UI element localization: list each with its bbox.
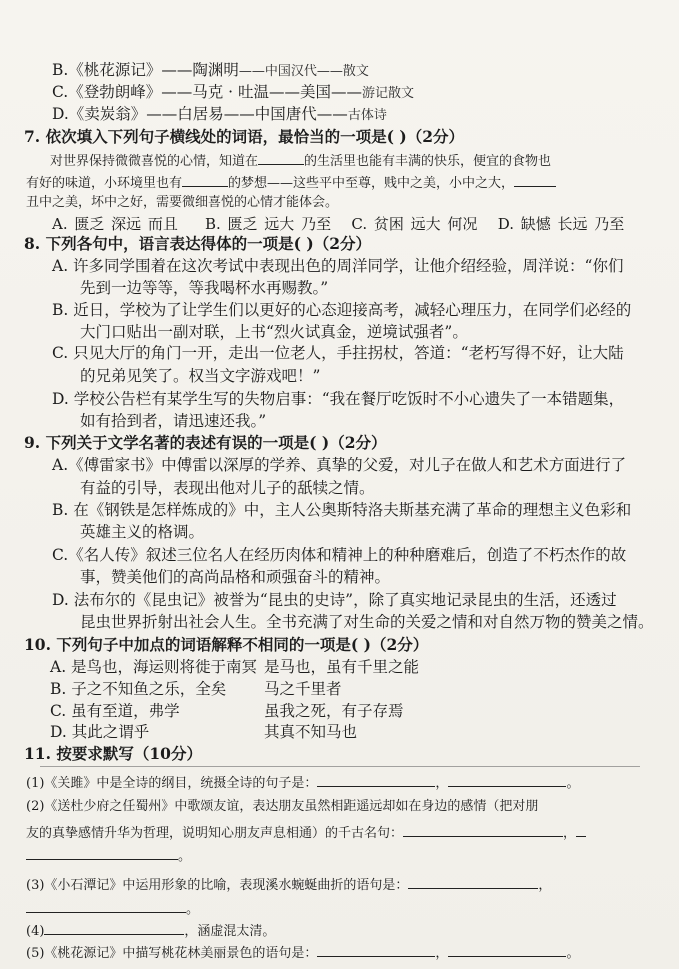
handwritten-note: 游记散文 — [362, 86, 415, 101]
question-8 — [24, 234, 371, 254]
question-number: 7. — [24, 127, 41, 146]
q9-option-c[interactable]: C.《名人传》叙述三位名人在经历肉体和精神上的种种磨难后，创造了不朽杰作的故 — [52, 546, 627, 564]
q8-option-a-cont: 先到一边等等，等我喝杯水再赐教。” — [80, 279, 329, 297]
fill-blank[interactable] — [576, 822, 586, 837]
fill-blank[interactable] — [448, 772, 566, 787]
option-text: C.《登勃朗峰》——马克 · 吐温——美国—— — [52, 83, 363, 101]
q8-option-b-cont: 大门口贴出一副对联，上书“烈火试真金，逆境试强者”。 — [80, 323, 468, 341]
fill-blank[interactable] — [317, 772, 435, 787]
fill-blank[interactable] — [26, 845, 178, 860]
question-number: 11. — [24, 744, 51, 763]
passage-text: 丑中之美，坏中之好，需要微细喜悦的心情才能体会。 — [26, 195, 339, 210]
q9-option-c-cont: 事，赞美他们的高尚品格和顽强奋斗的精神。 — [80, 568, 391, 586]
q10-right-sentence: 是马也，虽有千里之能 — [264, 658, 420, 676]
q10-right-sentence: 虽我之死，有子存焉 — [264, 702, 404, 720]
handwritten-note: ——中国汉代——散文 — [238, 64, 369, 79]
option-a[interactable]: A. 匮乏 深远 而且 — [52, 215, 178, 233]
question-text: 下列关于文学名著的表述有误的一项是 — [45, 433, 310, 452]
item-text: 友的真挚感情升华为哲理，说明知心朋友声息相通）的千古名句： — [26, 826, 404, 841]
q11-item-5: (5)《桃花源记》中描写桃花林美丽景色的语句是： ， 。 — [26, 942, 579, 964]
q11-item-1: (1)《关雎》中是全诗的纲目，统摄全诗的句子是： ， 。 — [26, 772, 579, 794]
q8-option-d[interactable]: D. 学校公告栏有某学生写的失物启事：“我在餐厅吃饭时不小心遗失了一本错题集， — [52, 390, 625, 408]
q7-passage-line-3 — [26, 193, 338, 213]
question-number: 9. — [24, 433, 41, 452]
fill-blank[interactable] — [403, 822, 563, 837]
fill-blank[interactable] — [514, 172, 556, 187]
answer-paren[interactable]: ( ) — [293, 234, 314, 253]
q7-passage-line-1 — [50, 150, 551, 172]
option-b[interactable]: B. 匮乏 远大 乃至 — [204, 215, 332, 233]
q7-passage-line-2 — [26, 172, 556, 194]
question-text: 依次填入下列句子横线处的词语，最恰当的一项是 — [45, 127, 387, 146]
question-number: 8. — [24, 234, 41, 253]
option-d[interactable]: D. 缺憾 长远 乃至 — [497, 215, 625, 233]
question-10 — [24, 635, 428, 655]
question-9 — [24, 433, 386, 453]
fill-blank[interactable] — [182, 172, 228, 187]
answer-paren[interactable]: ( ) — [350, 635, 371, 654]
handwritten-note: 古体诗 — [347, 108, 387, 123]
q8-option-c[interactable]: C. 只见大厅的角门一开，走出一位老人，手拄拐杖，答道：“老朽写得不好，让大陆 — [52, 344, 624, 362]
question-text: 下列各句中，语言表达得体的一项是 — [45, 234, 294, 253]
q10-option-c[interactable] — [50, 701, 404, 721]
q10-right-sentence: 其真不知马也 — [264, 723, 358, 741]
option-c[interactable]: C. 贫困 远大 何况 — [351, 215, 478, 233]
q10-left-sentence: C. 虽有至道，弗学 — [50, 702, 180, 720]
q9-option-b[interactable]: B. 在《钢铁是怎样炼成的》中，主人公奥斯特洛夫斯基充满了革命的理想主义色彩和 — [52, 501, 632, 519]
q11-item-3-cont: 。 — [26, 898, 199, 920]
q9-option-d-cont: 昆虫世界折射出社会人生。全书充满了对生命的关爱之情和对自然万物的赞美之情。 — [80, 613, 654, 631]
item-text: (5)《桃花源记》中描写桃花林美丽景色的语句是： — [26, 946, 318, 961]
question-number: 10. — [24, 635, 51, 654]
question-7 — [24, 127, 464, 147]
q9-option-d[interactable]: D. 法布尔的《昆虫记》被誉为“昆虫的史诗”，除了真实地记录昆虫的生活，还透过 — [52, 591, 617, 609]
fill-blank[interactable] — [258, 150, 304, 165]
q10-left-sentence: B. 子之不知鱼之乐，全矣 — [50, 680, 227, 698]
fill-blank[interactable] — [44, 920, 184, 935]
item-text: (3)《小石潭记》中运用形象的比喻，表现溪水蜿蜒曲折的语句是： — [26, 878, 409, 893]
option-text: B.《桃花源记》——陶渊明 — [52, 61, 239, 79]
q10-option-a[interactable] — [50, 657, 419, 677]
q10-right-sentence: 马之千里者 — [264, 680, 342, 698]
fill-blank[interactable] — [26, 898, 186, 913]
item-number: (4) — [26, 924, 45, 939]
q8-option-d-cont: 如有拾到者，请迅速还我。” — [80, 412, 267, 430]
q9-option-a-cont: 有益的引导，表现出他对儿子的舐犊之情。 — [80, 479, 375, 497]
q11-item-2-cont2: 。 — [26, 845, 191, 867]
q10-option-d[interactable] — [50, 722, 357, 742]
question-score: （2分） — [313, 234, 371, 253]
passage-text: 有好的味道，小环境里也有 — [26, 176, 183, 191]
fill-blank[interactable] — [408, 874, 538, 889]
q8-option-b[interactable]: B. 近日，学校为了让学生们以更好的心态迎接高考，减轻心理压力，在同学们必经的 — [52, 301, 632, 319]
question-score: （2分） — [329, 433, 387, 452]
question-score: （2分） — [370, 635, 429, 654]
question-text: 按要求默写（10分） — [56, 744, 202, 763]
option-text: D.《卖炭翁》——白居易——中国唐代—— — [52, 105, 348, 123]
passage-text: 的梦想——这些平中至尊，贱中之美，小中之大， — [228, 176, 515, 191]
answer-paren[interactable]: ( ) — [309, 433, 330, 452]
q9-option-a[interactable]: A.《傅雷家书》中傅雷以深厚的学养、真挚的父爱，对儿子在做人和艺术方面进行了 — [52, 456, 627, 474]
item-text: ，涵虚混太清。 — [184, 924, 276, 939]
question-text: 下列句子中加点的词语解释不相同的一项是 — [56, 635, 351, 654]
option-d-prev — [52, 104, 387, 126]
section-divider — [40, 766, 640, 767]
passage-text: 的生活里也能有丰满的快乐，便宜的食物也 — [304, 154, 552, 169]
answer-paren[interactable]: ( ) — [386, 127, 407, 146]
q8-option-c-cont: 的兄弟见笑了。权当文字游戏吧！” — [80, 367, 321, 385]
q11-item-3: (3)《小石潭记》中运用形象的比喻，表现溪水蜿蜒曲折的语句是： ， — [26, 874, 551, 896]
q11-item-2-cont: 友的真挚感情升华为哲理，说明知心朋友声息相通）的千古名句： ， — [26, 822, 586, 844]
q11-item-2: (2)《送杜少府之任蜀州》中歌颂友谊，表达朋友虽然相距遥远却如在身边的感情（把对朋 — [26, 799, 539, 814]
q10-left-sentence: A. 是鸟也，海运则将徙于南冥 — [50, 658, 258, 676]
fill-blank[interactable] — [317, 942, 435, 957]
fill-blank[interactable] — [448, 942, 566, 957]
q10-option-b[interactable] — [50, 679, 342, 699]
option-b-prev — [52, 60, 369, 82]
question-score: （2分） — [406, 127, 464, 146]
passage-text: 对世界保持微微喜悦的心情，知道在 — [50, 154, 259, 169]
item-text: (1)《关雎》中是全诗的纲目，统摄全诗的句子是： — [26, 776, 318, 791]
question-11 — [24, 744, 202, 764]
option-c-prev — [52, 82, 414, 104]
q8-option-a[interactable]: A. 许多同学围着在这次考试中表现出色的周洋同学，让他介绍经验，周洋说：“你们 — [52, 257, 624, 275]
q11-item-4 — [26, 920, 275, 942]
q7-options — [52, 214, 624, 234]
q10-left-sentence: D. 其此之谓乎 — [50, 723, 150, 741]
q9-option-b-cont: 英雄主义的格调。 — [80, 523, 205, 541]
